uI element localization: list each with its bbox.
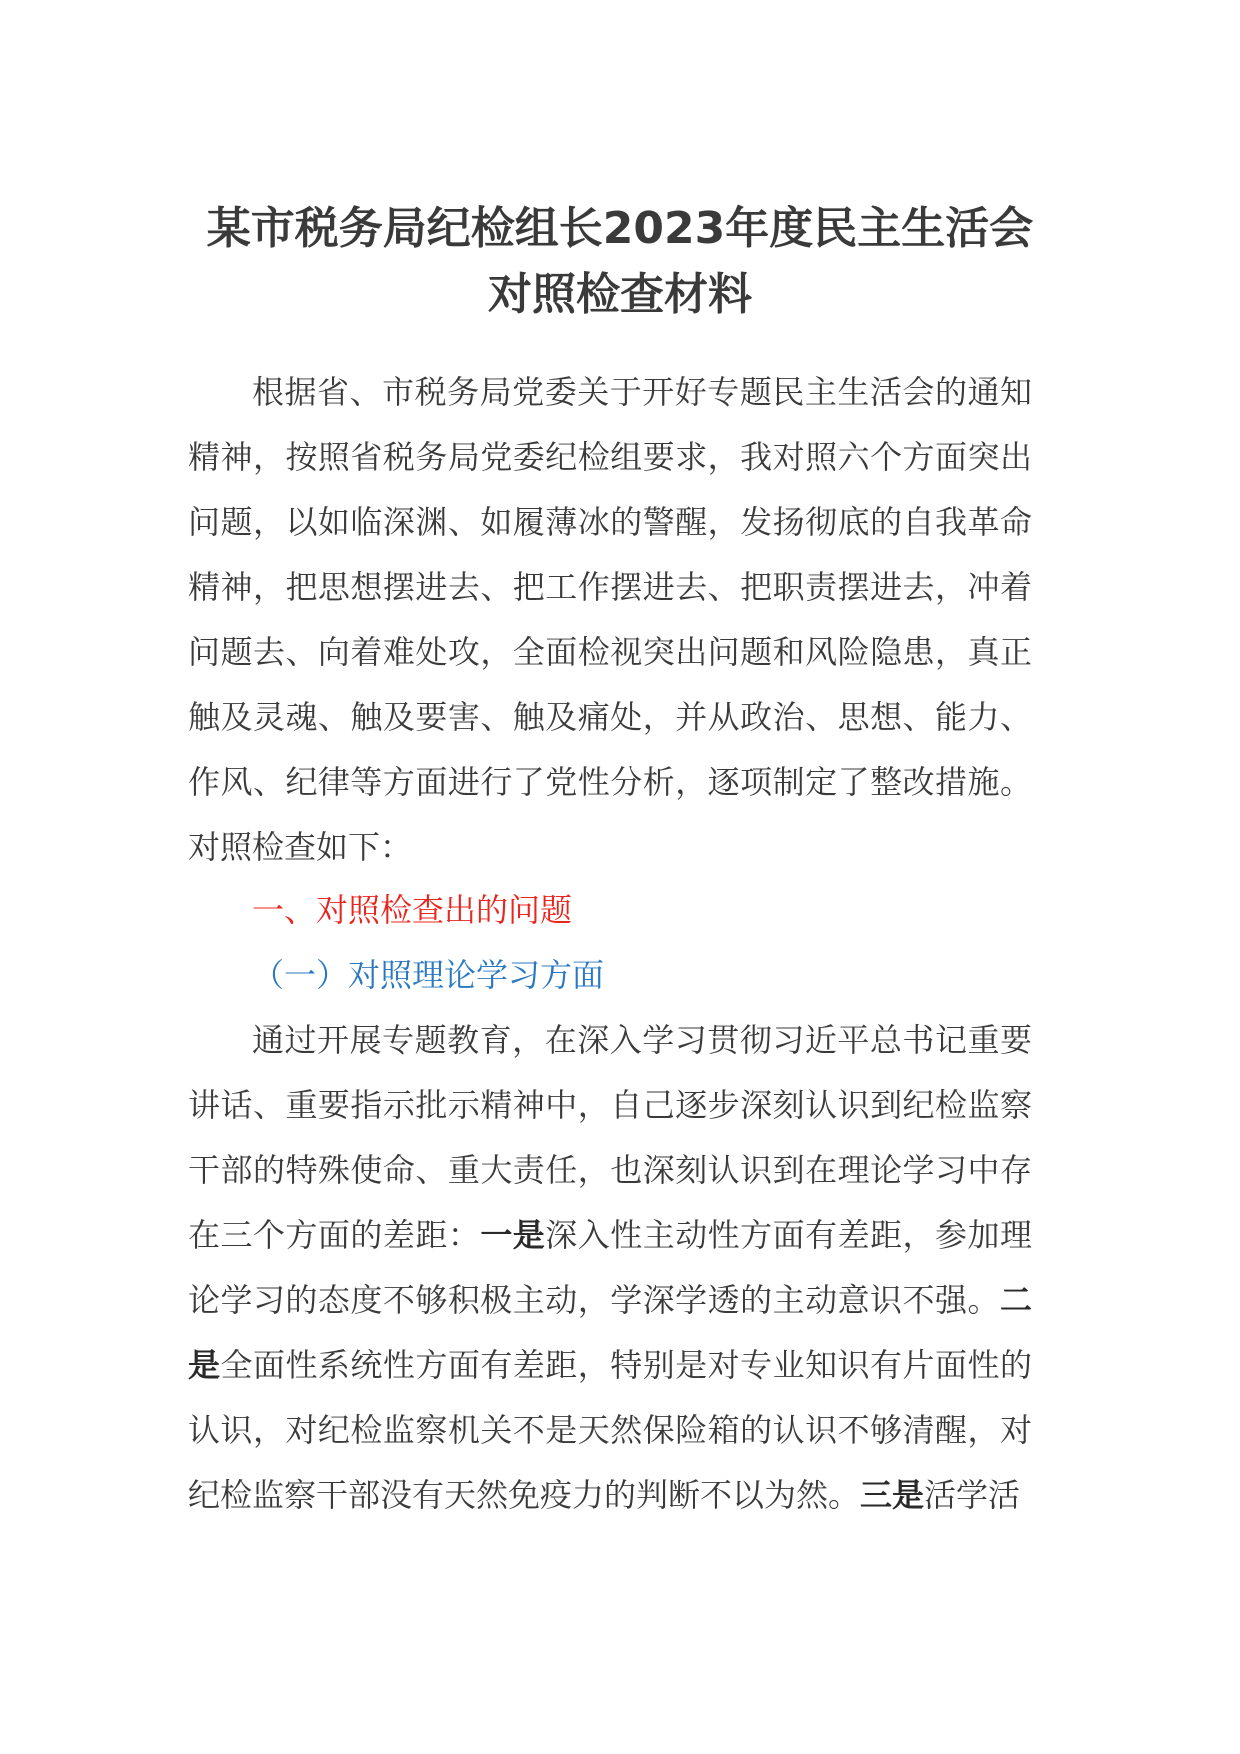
title-line-2: 对照检查材料 [488, 269, 752, 320]
intro-paragraph: 根据省、市税务局党委关于开好专题民主生活会的通知精神，按照省税务局党委纪检组要求，我对照六个方面突出问题，以如临深渊、如履薄冰的警醒，发扬彻底的自我革命精神，把思想摆进去、把工作摆进去、把职责摆进去，冲着问题去、向着难处攻，全面检视突出问题和风险隐患，真正触及灵魂、触及要害、触及痛处，并从政治、思想、能力、作风、纪律等方面进行了党性分析，逐项制定了整改措施。对照检查如下： [188, 373, 1032, 866]
document-title [150, 196, 1090, 328]
section-paragraph [188, 1008, 1032, 1528]
paragraph-text-part-2: 深入性主动性方面有差距，参加理论学习的态度不够积极主动，学深学透的主动意识不强。 [188, 1216, 1032, 1319]
emphasis-second: 二是 [188, 1281, 1032, 1384]
paragraph-text-part-1: 通过开展专题教育，在深入学习贯彻习近平总书记重要讲话、重要指示批示精神中，自己逐步深刻认识到纪检监察干部的特殊使命、重大责任，也深刻认识到在理论学习中存在三个方面的差距： [188, 1021, 1032, 1254]
paragraph-text-part-3: 全面性系统性方面有差距，特别是对专业知识有片面性的认识，对纪检监察机关不是天然保险箱的认识不够清醒，对纪检监察干部没有天然免疫力的判断不以为然。 [188, 1346, 1032, 1514]
emphasis-third: 三是 [860, 1476, 925, 1514]
section-heading-1: 一、对照检查出的问题 [252, 891, 573, 929]
subsection-heading-1: （一）对照理论学习方面 [252, 956, 605, 994]
emphasis-first: 一是 [480, 1216, 546, 1254]
title-line-1: 某市税务局纪检组长2023年度民主生活会 [206, 203, 1034, 254]
paragraph-text-part-4: 活学活 [924, 1476, 1021, 1514]
